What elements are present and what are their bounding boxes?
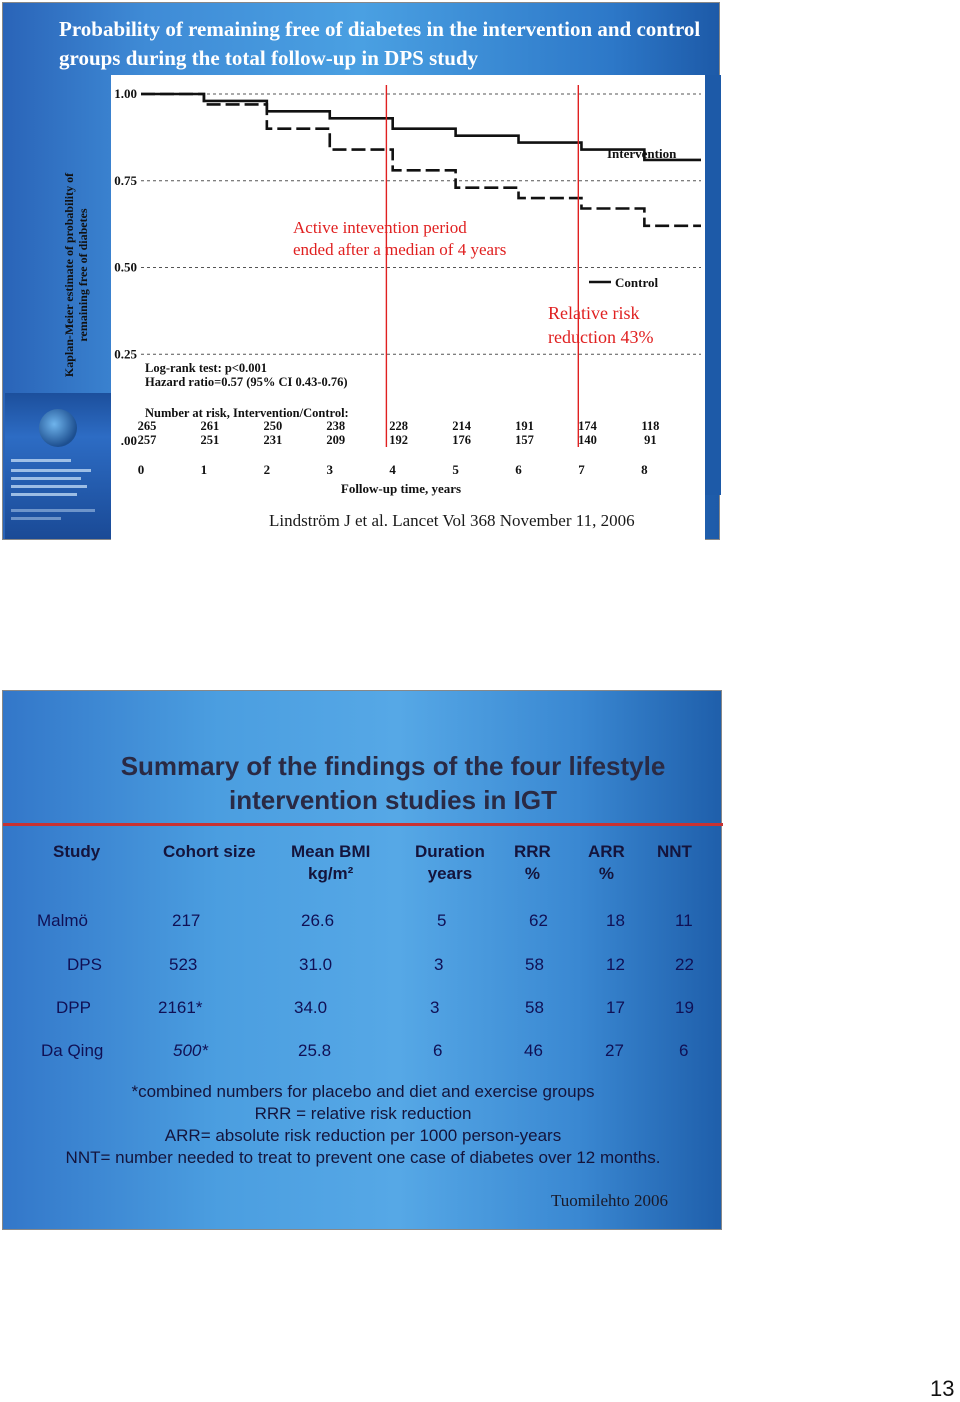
slide-1-title: Probability of remaining free of diabetes in the intervention and control groups during the total follow-up in DPS study [59,17,701,70]
table-cell-arr: 27 [605,1041,624,1060]
header-rrr-line1: RRR [514,842,551,861]
header-duration [415,841,485,885]
y-tick-label: 1.00 [114,86,137,101]
cover-text-line [11,477,81,480]
table-cell-rrr: 58 [525,998,544,1017]
risk-control-value: 91 [644,433,657,447]
annotation-rrr-line1: Relative risk [548,303,640,323]
table-cell-bmi: 26.6 [301,911,335,930]
risk-control-value: 251 [200,433,220,447]
hazard-ratio-text: Hazard ratio=0.57 (95% CI 0.43-0.76) [145,375,348,389]
header-rrr [514,841,551,885]
table-cell-duration: 3 [434,955,444,974]
y-tick-label: 0.75 [114,172,137,188]
table-cell-study: Da Qing [41,1041,104,1060]
y-tick-labels [114,86,137,448]
header-mean-bmi-line2: kg/m² [308,864,354,883]
x-tick-label: 6 [515,462,522,477]
table-cell-nnt: 6 [679,1041,689,1060]
risk-control-value: 140 [578,433,597,447]
table-cell-duration: 6 [433,1041,443,1060]
y-tick-label: 0.50 [114,259,137,275]
citation: Lindström J et al. Lancet Vol 368 November 11, 2006 [269,511,635,530]
table-cell-nnt: 22 [675,955,694,974]
slide-1 [2,2,720,540]
footnote-rrr: RRR = relative risk reduction [254,1104,472,1123]
table-cell-study: DPP [56,998,91,1017]
table-cell-nnt: 19 [675,998,694,1017]
table-cell-rrr: 58 [525,955,544,974]
table-cell-arr: 17 [606,998,625,1017]
globe-icon [39,409,77,447]
cover-text-line [11,517,61,520]
risk-intervention-value: 265 [137,419,157,433]
source-reference: Tuomilehto 2006 [551,1191,668,1210]
risk-control-value: 209 [326,433,346,447]
table-cell-rrr: 46 [524,1041,543,1060]
table-cell-cohort: 217 [172,911,201,930]
header-mean-bmi-line1: Mean BMI [291,842,371,861]
table-cell-cohort: 523 [169,955,198,974]
y-axis-label [62,172,90,377]
header-duration-line1: Duration [415,842,485,861]
title-divider [3,823,723,826]
annotation-lines [386,85,578,447]
cover-text-line [11,485,87,488]
slide-2 [2,690,722,1230]
table-cell-study: DPS [67,955,102,974]
page-number: 13 [930,1376,955,1401]
table-cell-bmi: 25.8 [298,1041,332,1060]
x-tick-label: 2 [263,462,271,477]
risk-intervention-value: 118 [641,419,660,433]
y-axis-label-line1: Kaplan-Meier estimate of probability of [62,172,76,378]
table-cell-duration: 3 [430,998,440,1017]
footnote-combined: *combined numbers for placebo and diet and exercise groups [131,1082,595,1101]
table-cell-study: Malmö [37,911,89,930]
risk-intervention-value: 261 [200,419,220,433]
header-mean-bmi [291,841,370,885]
kaplan-meier-figure [62,75,705,541]
cover-text-line [11,509,95,512]
slide-2-title-line2: intervention studies in IGT [229,785,557,815]
x-axis-label: Follow-up time, years [340,481,462,496]
slide-2-title-line1: Summary of the findings of the four lifestyle [120,751,666,781]
table-cell-nnt: 11 [675,911,693,930]
x-tick-label: 8 [641,462,648,477]
header-arr-line1: ARR [588,842,625,861]
header-cohort-size: Cohort size [163,842,256,861]
cover-text-line [11,459,71,462]
risk-intervention-value: 174 [578,419,597,433]
book-cover-image [5,393,111,539]
table-cell-arr: 12 [606,955,625,974]
footnote-nnt: NNT= number needed to treat to prevent one case of diabetes over 12 months. [65,1148,661,1167]
cover-text-line [11,469,91,472]
header-rrr-line2: % [524,864,540,883]
header-nnt: NNT [657,842,692,861]
risk-intervention-value: 250 [263,419,283,433]
table-cell-arr: 18 [606,911,625,930]
risk-control-value: 157 [515,433,534,447]
header-arr [588,841,625,885]
header-arr-line2: % [598,864,614,883]
logrank-text: Log-rank test: p<0.001 [145,361,268,375]
legend-control: Control [615,275,659,290]
risk-intervention-value: 228 [389,419,409,433]
number-at-risk-title: Number at risk, Intervention/Control: [145,406,349,420]
annotation-active-period-line2: ended after a median of 4 years [293,240,507,259]
cover-text-line [11,493,77,496]
x-tick-label: 0 [137,462,145,477]
x-tick-label: 1 [200,462,208,477]
x-tick-label: 4 [389,462,396,477]
risk-intervention-value: 191 [515,419,534,433]
table-cell-duration: 5 [437,911,447,930]
risk-intervention-value: 238 [326,419,346,433]
footnote-arr: ARR= absolute risk reduction per 1000 person-years [164,1126,562,1145]
legend-intervention: Intervention [607,146,677,161]
slide-side-strip [705,75,721,495]
table-cell-rrr: 62 [529,911,548,930]
x-tick-label: 7 [578,462,585,477]
kaplan-meier-chart [62,75,705,541]
risk-intervention-value: 214 [452,419,471,433]
table-cell-bmi: 34.0 [294,998,328,1017]
number-at-risk-table [138,419,660,447]
annotation-rrr-line2: reduction 43% [548,327,654,347]
x-tick-labels [138,462,648,477]
header-duration-line2: years [427,864,473,883]
x-tick-label: 3 [326,462,334,477]
slide-2-title [63,749,723,817]
risk-control-value: 176 [452,433,471,447]
annotation-active-period-line1: Active intevention period [293,218,467,237]
risk-control-value: 257 [137,433,157,447]
risk-control-value: 231 [263,433,283,447]
x-tick-label: 5 [452,462,459,477]
table-cell-cohort: 2161* [158,998,203,1017]
table-cell-bmi: 31.0 [299,955,333,974]
header-study: Study [53,842,101,861]
y-tick-label: 0.25 [114,346,137,362]
y-tick-label: .00 [120,433,137,448]
table-cell-cohort: 500* [173,1041,208,1060]
y-axis-label-line2: remaining free of diabetes [76,208,90,342]
risk-control-value: 192 [389,433,409,447]
